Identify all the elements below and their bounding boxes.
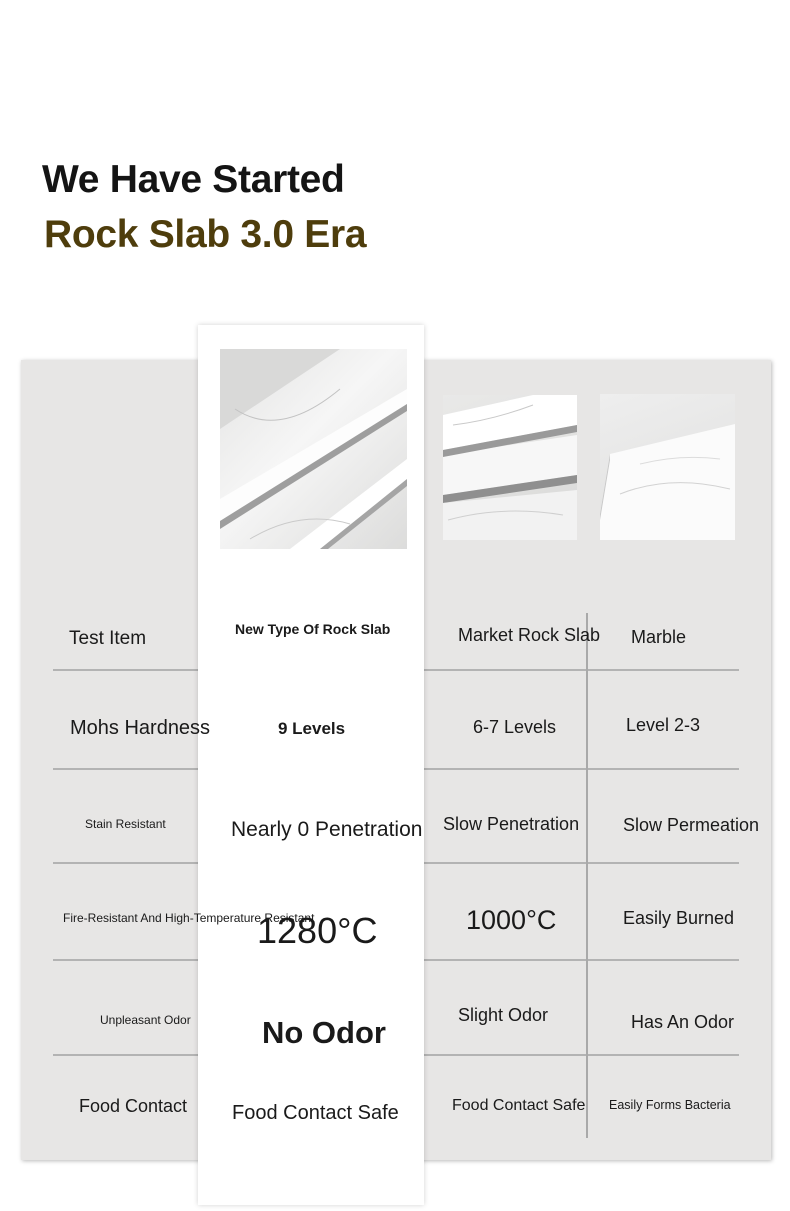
row-divider [424, 1054, 739, 1056]
header-marble: Marble [631, 627, 687, 647]
new-slab-hardness: 9 Levels [278, 719, 346, 738]
row-divider [53, 669, 198, 671]
row-item-fire-resistant: Fire-Resistant And High-Temperature Resistant [63, 911, 315, 925]
market-slab-hardness: 6-7 Levels [473, 717, 557, 737]
row-item-unpleasant-odor: Unpleasant Odor [100, 1013, 191, 1027]
row-divider [424, 669, 739, 671]
market-slab-odor: Slight Odor [458, 1005, 549, 1025]
new-slab-stain: Nearly 0 Penetration [231, 818, 423, 841]
heading-line-1: We Have Started [42, 158, 345, 201]
row-item-mohs-hardness: Mohs Hardness [70, 717, 211, 739]
marble-hardness: Level 2-3 [626, 715, 701, 735]
market-slab-stain: Slow Penetration [443, 814, 580, 834]
heading-line-2: Rock Slab 3.0 Era [44, 213, 367, 256]
row-divider [53, 768, 198, 770]
marble-fire: Easily Burned [623, 908, 735, 928]
new-slab-odor: No Odor [262, 1015, 386, 1050]
row-divider [424, 862, 739, 864]
row-divider [53, 862, 198, 864]
row-item-food-contact: Food Contact [79, 1096, 188, 1116]
row-divider [53, 959, 198, 961]
marble-stain: Slow Permeation [623, 815, 760, 835]
market-slab-fire: 1000°C [466, 905, 557, 935]
new-slab-food: Food Contact Safe [232, 1102, 399, 1124]
row-divider [424, 768, 739, 770]
row-divider [53, 1054, 198, 1056]
new-slab-photo [220, 349, 407, 549]
header-market-slab: Market Rock Slab [458, 625, 601, 645]
row-divider [424, 959, 739, 961]
header-new-slab: New Type Of Rock Slab [235, 621, 391, 637]
row-item-stain-resistant: Stain Resistant [85, 817, 166, 831]
column-divider [586, 613, 588, 1138]
new-slab-fire: 1280°C [257, 910, 378, 951]
market-slab-photo [443, 395, 577, 540]
marble-tile-photo [600, 394, 735, 540]
header-test-item: Test Item [69, 628, 147, 649]
market-slab-food: Food Contact Safe [452, 1097, 586, 1114]
marble-odor: Has An Odor [631, 1012, 735, 1032]
marble-food: Easily Forms Bacteria [609, 1098, 731, 1112]
